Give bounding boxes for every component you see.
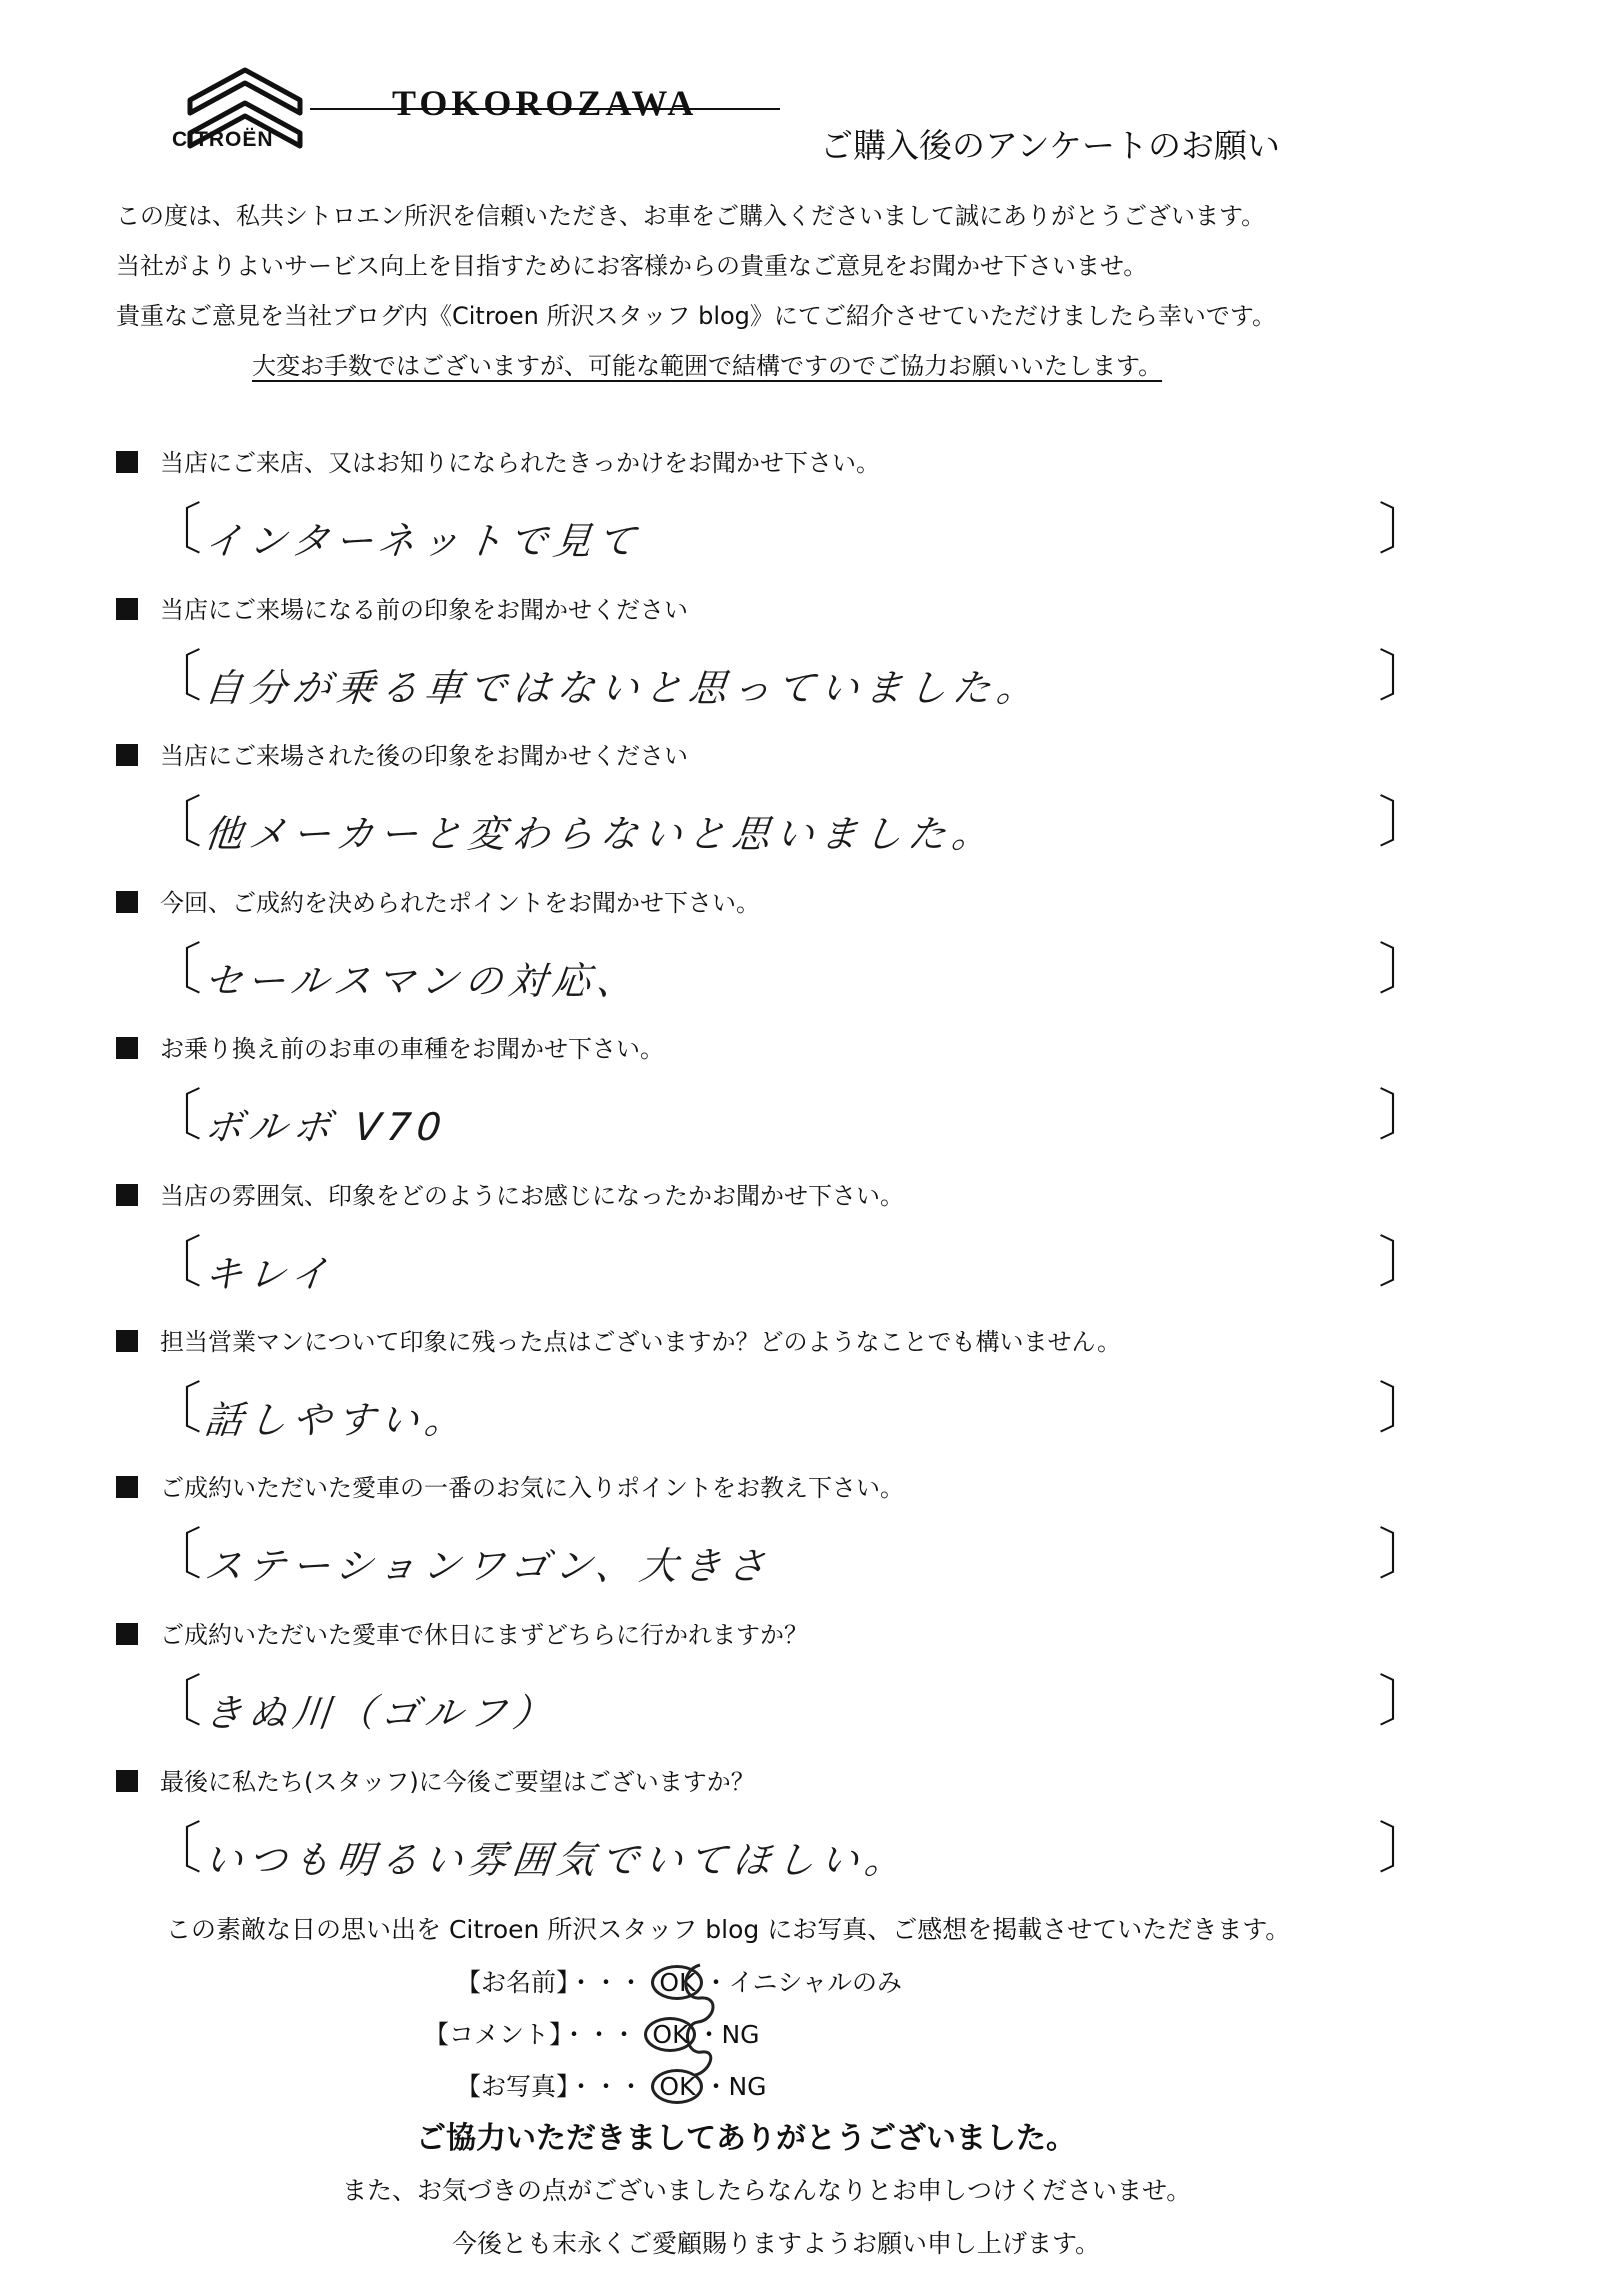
- consent-ok-circled: OK: [644, 2017, 696, 2052]
- question-text: 当店にご来場になる前の印象をお聞かせください: [160, 596, 688, 624]
- answer-bracket-right: 〕: [1378, 1377, 1434, 1442]
- consent-alt: NG: [728, 2072, 767, 2101]
- question-5: [116, 1029, 664, 1064]
- answer-bracket-right: 〕: [1378, 938, 1434, 1003]
- handwritten-answer-2[interactable]: 自分が乗る車ではないと思っていました。: [202, 666, 1043, 710]
- note-line-2: 今後とも末永くご愛顧賜りますようお願い申し上げます。: [452, 2229, 1101, 2258]
- question-8: [116, 1468, 904, 1503]
- thanks-message: ご協力いただきましてありがとうございました。: [416, 2121, 1076, 2156]
- answer-bracket-right: 〕: [1378, 1084, 1434, 1149]
- answer-bracket-left: 〔: [146, 645, 202, 710]
- question-text: 当店にご来店、又はお知りになられたきっかけをお聞かせ下さい。: [160, 449, 880, 477]
- question-6: [116, 1176, 904, 1211]
- answer-bracket-left: 〔: [146, 1523, 202, 1588]
- consent-label: 【お名前】・・・: [456, 1968, 644, 1997]
- consent-sep: ・: [696, 2020, 722, 2049]
- blog-notice: この素敵な日の思い出を Citroen 所沢スタッフ blog にお写真、ご感想を掲載させていただきます。: [166, 1915, 1291, 1944]
- question-text: 今回、ご成約を決められたポイントをお聞かせ下さい。: [160, 889, 760, 917]
- bullet-square-icon: [116, 891, 138, 913]
- consent-alt: NG: [721, 2020, 760, 2049]
- question-1: [116, 443, 880, 478]
- intro-line-2: 当社がよりよいサービス向上を目指すためにお客様からの貴重なご意見をお聞かせ下さいませ。: [116, 252, 1148, 280]
- handwritten-answer-1[interactable]: インターネットで見て: [202, 519, 644, 563]
- handwritten-answer-8[interactable]: ステーションワゴン、大きさ: [202, 1544, 774, 1588]
- answer-bracket-right: 〕: [1378, 645, 1434, 710]
- question-text: ご成約いただいた愛車で休日にまずどちらに行かれますか？: [160, 1621, 808, 1649]
- question-text: 担当営業マンについて印象に残った点はございますか？どのようなことでも構いません。: [160, 1328, 1121, 1356]
- consent-alt: イニシャルのみ: [728, 1968, 902, 1997]
- answer-bracket-right: 〕: [1378, 1231, 1434, 1296]
- note-line-1: また、お気づきの点がございましたらなんなりとお申しつけくださいませ。: [342, 2176, 1192, 2205]
- answer-bracket-left: 〔: [146, 498, 202, 563]
- bullet-square-icon: [116, 598, 138, 620]
- bullet-square-icon: [116, 744, 138, 766]
- bullet-square-icon: [116, 1184, 138, 1206]
- handwritten-answer-4[interactable]: セールスマンの対応、: [202, 959, 643, 1003]
- bullet-square-icon: [116, 1476, 138, 1498]
- handwritten-answer-7[interactable]: 話しやすい。: [202, 1398, 471, 1442]
- answer-bracket-right: 〕: [1378, 1523, 1434, 1588]
- question-text: 当店の雰囲気、印象をどのようにお感じになったかお聞かせ下さい。: [160, 1182, 904, 1210]
- handwritten-answer-9[interactable]: きぬ川（ゴルフ）: [202, 1691, 559, 1735]
- handwritten-answer-3[interactable]: 他メーカーと変わらないと思いました。: [202, 812, 999, 856]
- question-2: [116, 590, 688, 625]
- answer-bracket-left: 〔: [146, 1670, 202, 1735]
- answer-bracket-left: 〔: [146, 1377, 202, 1442]
- consent-label: 【コメント】・・・: [424, 2020, 637, 2049]
- bullet-square-icon: [116, 1037, 138, 1059]
- brand-name: CITROËN: [172, 128, 274, 151]
- question-4: [116, 883, 760, 918]
- question-text: 最後に私たち(スタッフ)に今後ご要望はございますか？: [160, 1768, 755, 1796]
- bullet-square-icon: [116, 1623, 138, 1645]
- consent-ok-circled: OK: [651, 1965, 703, 2000]
- answer-bracket-right: 〕: [1378, 1670, 1434, 1735]
- question-text: 当店にご来場された後の印象をお聞かせください: [160, 742, 688, 770]
- handwritten-answer-10[interactable]: いつも明るい雰囲気でいてほしい。: [202, 1838, 911, 1882]
- answer-bracket-left: 〔: [146, 1084, 202, 1149]
- handwritten-answer-5[interactable]: ボルボ V70: [202, 1105, 450, 1149]
- intro-line-3: 貴重なご意見を当社ブログ内《Citroen 所沢スタッフ blog》にてご紹介させていただけましたら幸いです。: [116, 302, 1276, 330]
- intro-line-1: この度は、私共シトロエン所沢を信頼いただき、お車をご購入くださいまして誠にありがとうございます。: [116, 202, 1266, 230]
- consent-sep: ・: [703, 2072, 729, 2101]
- bullet-square-icon: [116, 451, 138, 473]
- question-7: [116, 1322, 1121, 1357]
- answer-bracket-left: 〔: [146, 791, 202, 856]
- answer-bracket-right: 〕: [1378, 791, 1434, 856]
- dealer-name: TOKOROZAWA: [392, 83, 698, 123]
- handwritten-answer-6[interactable]: キレイ: [202, 1252, 337, 1296]
- consent-sep: ・: [703, 1968, 729, 1997]
- answer-bracket-left: 〔: [146, 1231, 202, 1296]
- answer-bracket-left: 〔: [146, 938, 202, 1003]
- ok-circle-scribble: [660, 1960, 740, 2080]
- consent-label: 【お写真】・・・: [456, 2072, 644, 2101]
- bullet-square-icon: [116, 1330, 138, 1352]
- question-text: お乗り換え前のお車の車種をお聞かせ下さい。: [160, 1035, 664, 1063]
- question-3: [116, 736, 688, 771]
- bullet-square-icon: [116, 1770, 138, 1792]
- question-9: [116, 1615, 808, 1650]
- answer-bracket-left: 〔: [146, 1817, 202, 1882]
- question-text: ご成約いただいた愛車の一番のお気に入りポイントをお教え下さい。: [160, 1474, 904, 1502]
- intro-line-4: 大変お手数ではございますが、可能な範囲で結構ですのでご協力お願いいたします。: [252, 352, 1163, 380]
- answer-bracket-right: 〕: [1378, 1817, 1434, 1882]
- question-10: [116, 1762, 755, 1797]
- answer-bracket-right: 〕: [1378, 498, 1434, 563]
- consent-ok-circled: OK: [651, 2069, 703, 2104]
- page-title: ご購入後のアンケートのお願い: [820, 126, 1281, 165]
